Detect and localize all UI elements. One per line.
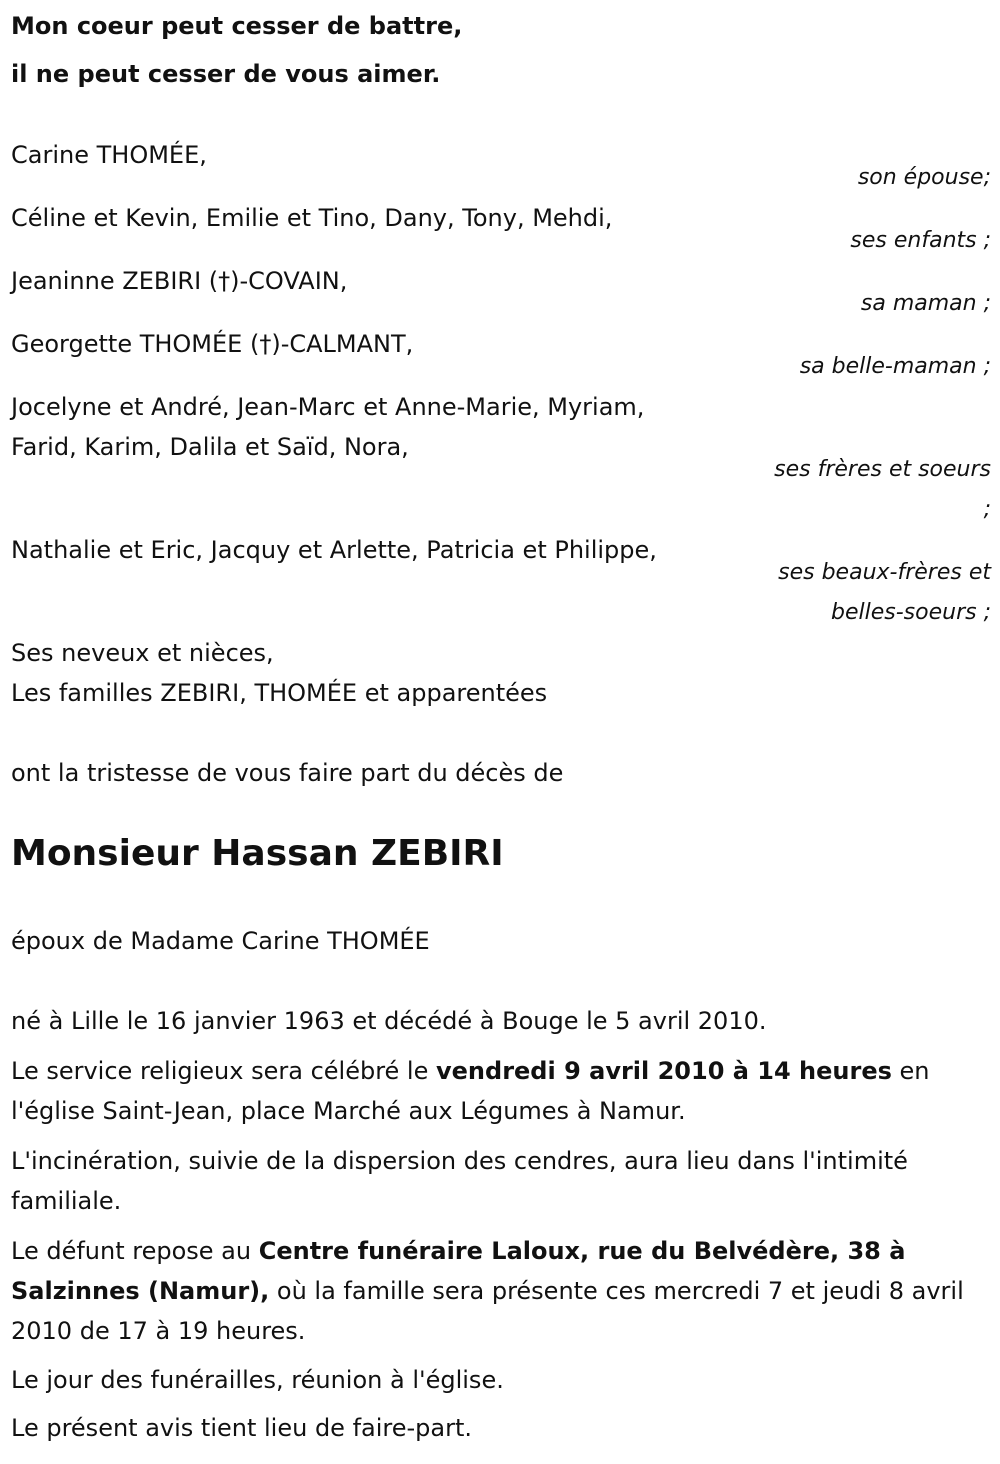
family-relation-mother-in-law: sa belle-maman ;: [799, 354, 991, 379]
family-relation-siblings-in-law-line-2: belles-soeurs ;: [831, 600, 991, 625]
service-paragraph: [11, 1051, 986, 1131]
family-names-mother: Jeaninne ZEBIRI (†)-COVAIN,: [11, 267, 348, 295]
rest-paragraph: [11, 1231, 986, 1351]
rest-location: Centre funéraire Laloux, rue du Belvédère, 38 à Salzinnes (Namur),: [11, 1237, 906, 1305]
birth-death-line: né à Lille le 16 janvier 1963 et décédé à Bouge le 5 avril 2010.: [11, 1007, 767, 1035]
family-names-mother-in-law: Georgette THOMÉE (†)-CALMANT,: [11, 330, 414, 358]
service-text-after: en l'église Saint-Jean, place Marché aux Légumes à Namur.: [11, 1057, 930, 1125]
family-names-spouse: Carine THOMÉE,: [11, 141, 207, 169]
others-line-1: Ses neveux et nièces,: [11, 639, 274, 667]
notice-line: Le présent avis tient lieu de faire-part.: [11, 1414, 473, 1442]
spouse-line: époux de Madame Carine THOMÉE: [11, 927, 430, 955]
funeral-day-line: Le jour des funérailles, réunion à l'église.: [11, 1366, 504, 1394]
service-date-time: vendredi 9 avril 2010 à 14 heures: [436, 1057, 892, 1085]
rest-text-before: Le défunt repose au: [11, 1237, 259, 1265]
family-relation-children: ses enfants ;: [850, 228, 991, 253]
cremation-paragraph: L'incinération, suivie de la dispersion des cendres, aura lieu dans l'intimité familiale.: [11, 1147, 908, 1215]
announcement: ont la tristesse de vous faire part du décès de: [11, 759, 564, 787]
rest-text-after: où la famille sera présente ces mercredi 7 et jeudi 8 avril 2010 de 17 à 19 heures.: [11, 1277, 964, 1345]
deceased-name: Monsieur Hassan ZEBIRI: [11, 833, 504, 874]
family-names-siblings-in-law: Nathalie et Eric, Jacquy et Arlette, Patricia et Philippe,: [11, 536, 657, 564]
family-relation-siblings-in-law-line-1: ses beaux-frères et: [778, 560, 991, 585]
motto-line-1: Mon coeur peut cesser de battre,: [11, 12, 463, 40]
others-line-2: Les familles ZEBIRI, THOMÉE et apparentées: [11, 679, 548, 707]
family-relation-spouse: son épouse;: [857, 165, 991, 190]
service-text-before: Le service religieux sera célébré le: [11, 1057, 436, 1085]
family-relation-mother: sa maman ;: [860, 291, 991, 316]
family-relation-siblings-line-2: ;: [983, 497, 991, 522]
family-names-siblings-line-2: Farid, Karim, Dalila et Saïd, Nora,: [11, 433, 409, 461]
family-names-siblings-line-1: Jocelyne et André, Jean-Marc et Anne-Marie, Myriam,: [11, 393, 645, 421]
family-names-children: Céline et Kevin, Emilie et Tino, Dany, Tony, Mehdi,: [11, 204, 613, 232]
family-relation-siblings-line-1: ses frères et soeurs: [774, 457, 991, 482]
motto-line-2: il ne peut cesser de vous aimer.: [11, 60, 441, 88]
